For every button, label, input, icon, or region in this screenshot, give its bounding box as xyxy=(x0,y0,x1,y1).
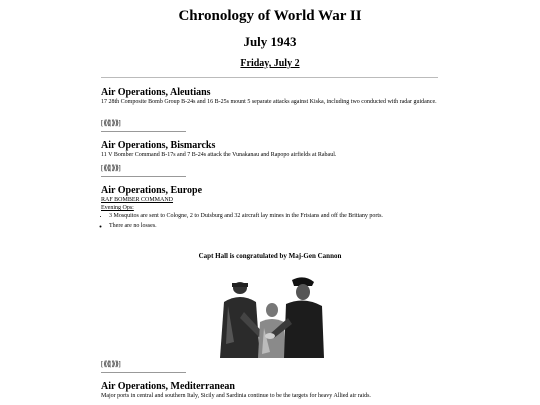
section-heading: Air Operations, Bismarcks xyxy=(101,140,216,151)
nav-bracket: [ xyxy=(101,360,104,368)
nav-separator: | xyxy=(110,360,112,368)
nav-bracket: [ xyxy=(101,164,104,172)
nav-row xyxy=(101,119,121,127)
section-text: 11 V Bomber Command B-17s and 7 B-24s attack the Vunakanau and Rapopo airfields at Rabaul. xyxy=(101,152,337,158)
nav-bracket: ] xyxy=(118,360,121,368)
nav-separator: | xyxy=(110,119,112,127)
top-divider xyxy=(101,77,438,78)
page-title: Chronology of World War II xyxy=(178,8,362,24)
photo-capt-hall-maj-gen-cannon xyxy=(214,272,326,358)
next-double-chevron-icon[interactable]: ⟫⟫ xyxy=(111,164,119,172)
prev-double-chevron-icon[interactable]: ⟪⟪ xyxy=(103,360,111,368)
section-mediterranean xyxy=(101,381,441,400)
evening-ops-label: Evening Ops: xyxy=(101,205,134,211)
list-item: ◦ There are no losses. xyxy=(109,222,441,230)
section-europe xyxy=(101,185,441,230)
section-heading: Air Operations, Mediterranean xyxy=(101,381,235,392)
nav-row xyxy=(101,360,121,368)
section-heading: Air Operations, Europe xyxy=(101,185,203,196)
section-heading: Air Operations, Aleutians xyxy=(101,87,211,98)
section-bismarcks xyxy=(101,140,441,159)
section-divider xyxy=(101,176,186,177)
nav-bracket: ] xyxy=(118,119,121,127)
section-aleutians xyxy=(101,87,441,106)
photo-caption: Capt Hall is congratulated by Maj-Gen Cannon xyxy=(198,252,342,260)
prev-double-chevron-icon[interactable]: ⟪⟪ xyxy=(103,119,111,127)
nav-separator: | xyxy=(110,164,112,172)
list-item: • 3 Mosquitos are sent to Cologne, 2 to Duisburg and 32 aircraft lay mines in the Frisians and off the Brittany ports. xyxy=(109,212,441,220)
date-heading: Friday, July 2 xyxy=(240,58,300,69)
prev-double-chevron-icon[interactable]: ⟪⟪ xyxy=(103,164,111,172)
section-text: 17 28th Composite Bomb Group B-24s and 16 B-25s mount 5 separate attacks against Kiska, including two conducted with radar guidance. xyxy=(101,99,437,105)
nav-bracket: ] xyxy=(118,164,121,172)
section-divider xyxy=(101,372,186,373)
ops-sublist xyxy=(101,222,441,230)
ops-list xyxy=(101,212,441,220)
nav-row xyxy=(101,164,121,172)
nav-bracket: [ xyxy=(101,119,104,127)
section-divider xyxy=(101,131,186,132)
raf-bomber-command-link[interactable]: RAF BOMBER COMMAND xyxy=(101,197,174,203)
section-text: Major ports in central and southern Italy, Sicily and Sardinia continue to be the targets for heavy Allied air raids. xyxy=(101,393,371,399)
page-subtitle-month: July 1943 xyxy=(243,34,297,49)
next-double-chevron-icon[interactable]: ⟫⟫ xyxy=(111,119,119,127)
next-double-chevron-icon[interactable]: ⟫⟫ xyxy=(111,360,119,368)
